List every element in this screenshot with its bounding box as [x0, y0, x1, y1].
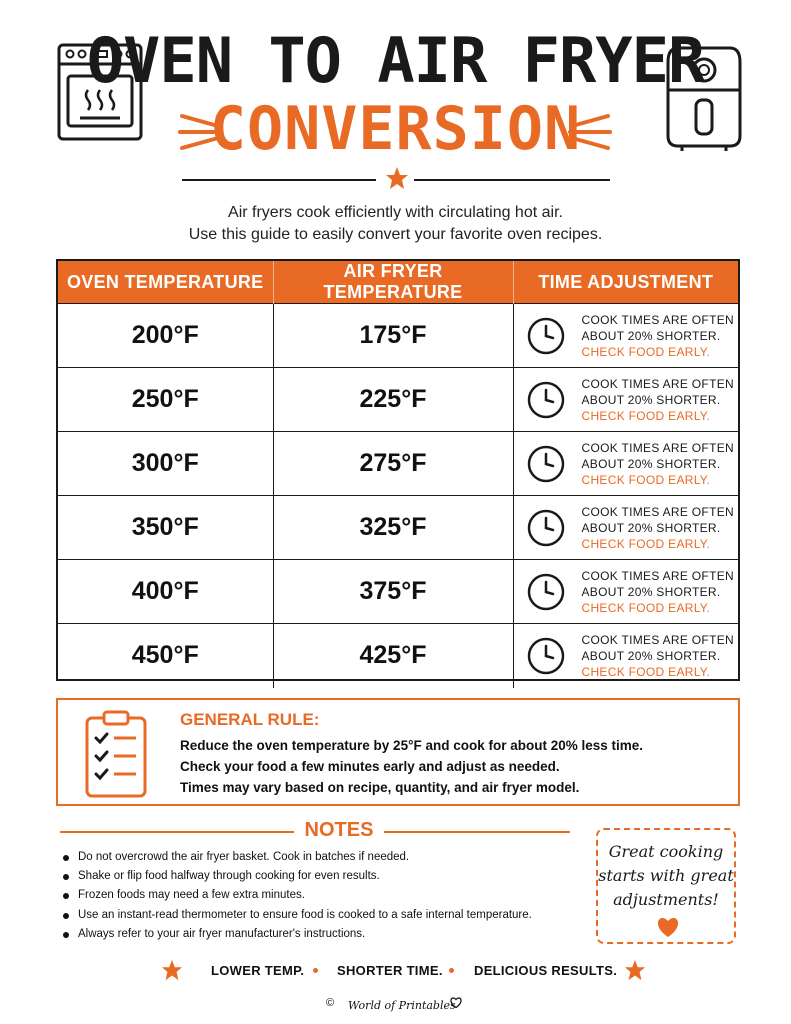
- general-rule-box: [56, 698, 740, 806]
- oven-temp-cell: [58, 560, 273, 624]
- oven-temp-cell: [58, 432, 273, 496]
- general-rule-line: Check your food a few minutes early and adjust as needed.: [180, 759, 560, 774]
- time-note-line: COOK TIMES ARE OFTEN: [581, 632, 734, 647]
- check-early-note: CHECK FOOD EARLY.: [581, 664, 711, 679]
- oven-temp-cell: [58, 496, 273, 560]
- footer-tag: DELICIOUS RESULTS.: [474, 963, 618, 978]
- time-note-line: ABOUT 20% SHORTER.: [581, 648, 721, 663]
- check-early-note: CHECK FOOD EARLY.: [581, 600, 711, 615]
- air-fryer-temp-cell: [273, 304, 513, 368]
- oven-temp-cell: [58, 368, 273, 432]
- air-fryer-temp-cell: [273, 496, 513, 560]
- check-early-note: CHECK FOOD EARLY.: [581, 472, 711, 487]
- time-adjustment-text: [582, 312, 734, 360]
- time-adjustment-text: [582, 504, 734, 552]
- time-note-line: ABOUT 20% SHORTER.: [581, 328, 721, 343]
- quote-box: [596, 828, 736, 944]
- conversion-table: [56, 259, 740, 681]
- time-adjustment-cell: [513, 496, 738, 560]
- time-note-line: COOK TIMES ARE OFTEN: [581, 440, 734, 455]
- brand-logo: [326, 997, 476, 1017]
- dot-separator: [313, 968, 318, 973]
- time-note-line: ABOUT 20% SHORTER.: [581, 392, 721, 407]
- air-fryer-temp-cell: [273, 368, 513, 432]
- oven-temp: 250°F: [131, 385, 199, 413]
- page-subtitle: CONVERSION: [209, 94, 582, 164]
- dot-separator: [449, 968, 454, 973]
- time-note-line: COOK TIMES ARE OFTEN: [581, 504, 734, 519]
- clock-icon: [526, 636, 566, 676]
- time-adjustment-cell: [513, 432, 738, 496]
- time-note-line: COOK TIMES ARE OFTEN: [581, 568, 734, 583]
- divider-line: [384, 831, 570, 833]
- star-icon: [161, 959, 183, 981]
- table-row: [58, 368, 738, 432]
- table-row: [58, 496, 738, 560]
- table-header-row: [58, 261, 738, 304]
- oven-temp: 300°F: [131, 449, 199, 477]
- oven-temp: 450°F: [131, 641, 199, 670]
- time-adjustment-text: [582, 376, 734, 424]
- notes-list: [62, 848, 532, 944]
- intro-line: Use this guide to easily convert your favorite oven recipes.: [188, 226, 603, 243]
- time-adjustment-text: [582, 568, 734, 616]
- general-rule-line: Times may vary based on recipe, quantity, and air fryer model.: [180, 780, 580, 795]
- table-row: [58, 304, 738, 368]
- time-note-line: ABOUT 20% SHORTER.: [581, 584, 721, 599]
- check-early-note: CHECK FOOD EARLY.: [581, 344, 711, 359]
- list-item: Use an instant-read thermometer to ensure food is cooked to a safe internal temperature.: [62, 906, 532, 925]
- oven-temp-cell: [58, 304, 273, 368]
- general-rule-title: GENERAL RULE:: [180, 710, 320, 729]
- air-fryer-temp: 275°F: [359, 449, 427, 477]
- time-adjustment-cell: [513, 624, 738, 688]
- clipboard-checklist-icon: [84, 708, 148, 800]
- clock-icon: [526, 316, 566, 356]
- air-fryer-temp-cell: [273, 432, 513, 496]
- list-item: Frozen foods may need a few extra minutes.: [62, 886, 532, 905]
- heart-icon: [450, 997, 462, 1008]
- footer-tag: SHORTER TIME.: [337, 963, 443, 978]
- quote-line: Great cooking: [608, 842, 724, 861]
- brand-name: World of Printables: [348, 999, 456, 1012]
- time-adjustment-text: [582, 632, 734, 680]
- column-header-time: TIME ADJUSTMENT: [513, 261, 738, 304]
- divider-line: [60, 831, 294, 833]
- air-fryer-temp-cell: [273, 560, 513, 624]
- oven-temp: 400°F: [131, 577, 199, 605]
- table-row: [58, 560, 738, 624]
- quote-line: starts with great: [598, 866, 734, 885]
- copyright-symbol: ©: [326, 997, 335, 1009]
- divider-line: [182, 179, 376, 181]
- oven-temp-cell: [58, 624, 273, 688]
- time-note-line: COOK TIMES ARE OFTEN: [581, 376, 734, 391]
- time-note-line: ABOUT 20% SHORTER.: [581, 520, 721, 535]
- column-header-oven: OVEN TEMPERATURE: [58, 261, 273, 304]
- air-fryer-temp: 425°F: [359, 641, 427, 670]
- intro-text: [0, 202, 791, 246]
- burst-lines-icon: [566, 108, 612, 152]
- intro-line: Air fryers cook efficiently with circulating hot air.: [228, 204, 563, 221]
- oven-temp: 350°F: [131, 513, 199, 541]
- oven-temp: 200°F: [131, 321, 199, 349]
- column-header-air-fryer: AIR FRYER TEMPERATURE: [273, 261, 513, 304]
- time-adjustment-cell: [513, 304, 738, 368]
- air-fryer-temp: 225°F: [359, 385, 427, 413]
- air-fryer-temp-cell: [273, 624, 513, 688]
- heart-icon: [656, 916, 680, 938]
- quote-text: [598, 840, 734, 912]
- table-row: [58, 624, 738, 688]
- time-adjustment-cell: [513, 560, 738, 624]
- quote-line: adjustments!: [613, 890, 719, 909]
- list-item: Do not overcrowd the air fryer basket. Cook in batches if needed.: [62, 848, 532, 867]
- list-item: Always refer to your air fryer manufacturer's instructions.: [62, 925, 532, 944]
- list-item: Shake or flip food halfway through cooking for even results.: [62, 867, 532, 886]
- time-note-line: ABOUT 20% SHORTER.: [581, 456, 721, 471]
- check-early-note: CHECK FOOD EARLY.: [581, 536, 711, 551]
- table-row: [58, 432, 738, 496]
- clock-icon: [526, 380, 566, 420]
- air-fryer-temp: 325°F: [359, 513, 427, 541]
- star-icon: [624, 959, 646, 981]
- clock-icon: [526, 508, 566, 548]
- time-adjustment-text: [582, 440, 734, 488]
- air-fryer-temp: 175°F: [359, 321, 427, 349]
- time-note-line: COOK TIMES ARE OFTEN: [581, 312, 734, 327]
- general-rule-line: Reduce the oven temperature by 25°F and cook for about 20% less time.: [180, 738, 644, 753]
- notes-title: NOTES: [304, 819, 374, 841]
- page-title: OVEN TO AIR FRYER: [86, 24, 705, 97]
- footer-tag: LOWER TEMP.: [211, 963, 305, 978]
- clock-icon: [526, 572, 566, 612]
- time-adjustment-cell: [513, 368, 738, 432]
- clock-icon: [526, 444, 566, 484]
- air-fryer-temp: 375°F: [359, 577, 427, 605]
- divider-line: [414, 179, 610, 181]
- star-icon: [385, 166, 409, 190]
- check-early-note: CHECK FOOD EARLY.: [581, 408, 711, 423]
